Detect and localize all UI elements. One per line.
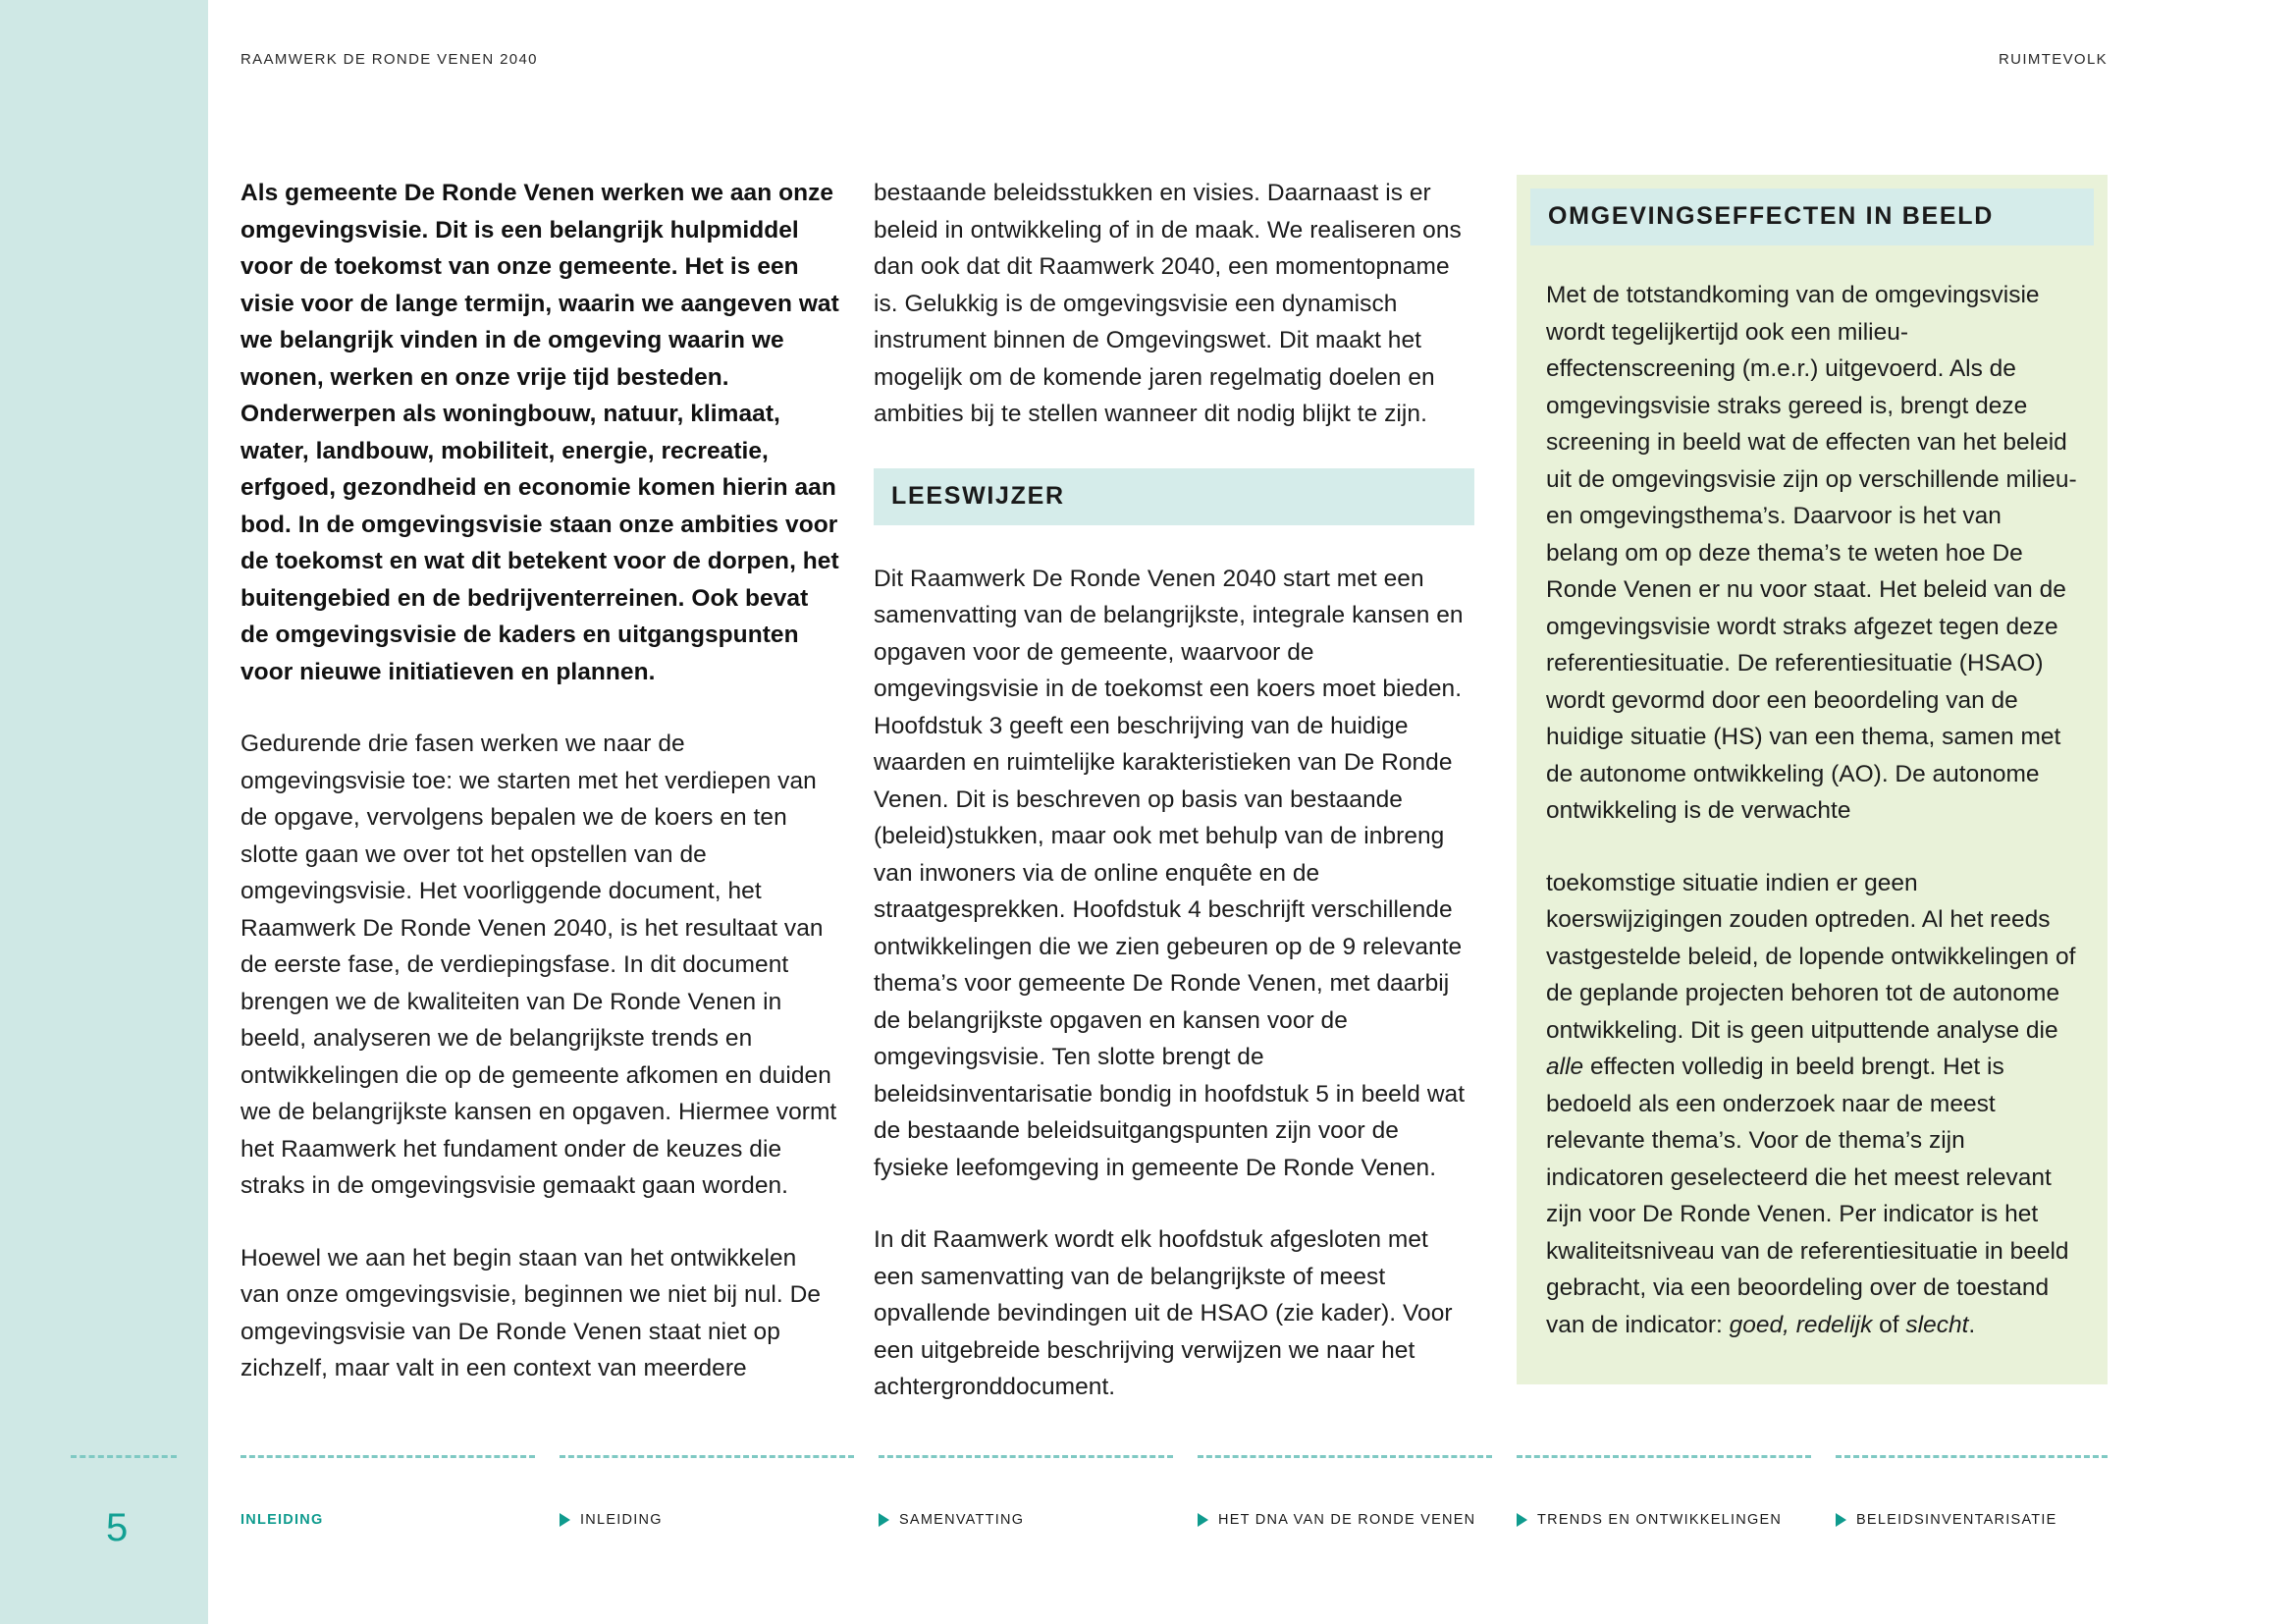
footer-nav-label: HET DNA VAN DE RONDE VENEN [1218, 1512, 1476, 1528]
callout-paragraph-two [1546, 865, 2078, 1344]
chevron-right-icon [1836, 1513, 1846, 1527]
header-publisher: RUIMTEVOLK [1998, 51, 2108, 68]
footer-nav-label: TRENDS EN ONTWIKKELINGEN [1537, 1512, 1783, 1528]
footer-nav-item-beleidsinventarisatie[interactable] [1836, 1512, 2057, 1528]
callout-p2-emphasis-slecht: slecht [1905, 1311, 1969, 1338]
footer-rule-segment [240, 1455, 535, 1458]
chevron-right-icon [1517, 1513, 1527, 1527]
footer-nav-item-trends-en-ontwikkelingen[interactable] [1517, 1512, 1782, 1528]
callout-p2-emphasis-alle: alle [1546, 1054, 1584, 1080]
footer-nav-label: BELEIDSINVENTARISATIE [1856, 1512, 2057, 1528]
chevron-right-icon [560, 1513, 570, 1527]
column-one [240, 175, 841, 1406]
page-header [240, 51, 2108, 68]
lead-paragraph: Als gemeente De Ronde Venen werken we aan onze omgevingsvisie. Dit is een belangrijk hulpmiddel voor de toekomst van onze gemeente. Het is een visie voor de lange termijn, waarin we aangeven wat we belangrijk vinden in de omgeving waarin we wonen, werken en onze vrije tijd besteden. Onderwerpen als woningbouw, natuur, klimaat, water, landbouw, mobiliteit, energie, recreatie, erfgoed, gezondheid en economie komen hierin aan bod. In de omgevingsvisie staan onze ambities voor de toekomst en wat dit betekent voor de dorpen, het buitengebied en de bedrijventerreinen. Ook bevat de omgevingsvisie de kaders en uitgangspunten voor nieuwe initiatieven en plannen. [240, 180, 839, 685]
callout-p2-emphasis-goed-redelijk: goed, redelijk [1729, 1311, 1873, 1338]
callout-p2-part-d: . [1968, 1311, 1976, 1338]
header-document-title: RAAMWERK DE RONDE VENEN 2040 [240, 51, 538, 68]
callout-body [1517, 245, 2108, 1343]
callout-p2-part-c: of [1872, 1311, 1906, 1338]
footer-nav-item-samenvatting[interactable] [879, 1512, 1024, 1528]
footer-rule-segment [1836, 1455, 2108, 1458]
callout-p2-part-a: toekomstige situatie indien er geen koerswijzigingen zouden optreden. Al het reeds vastgestelde beleid, de lopende ontwikkelingen of de geplande projecten behoren tot de autonome ontwikkeling. Dit is geen uitputtende analyse die [1546, 869, 2076, 1044]
callout-box-omgevingseffecten [1517, 175, 2108, 1384]
footer-nav-item-het-dna-van-de-ronde-venen[interactable] [1198, 1512, 1475, 1528]
page-number: 5 [106, 1506, 129, 1549]
footer-rule-segment [879, 1455, 1173, 1458]
column-two-paragraph-one: bestaande beleidsstukken en visies. Daarnaast is er beleid in ontwikkeling of in de maak. We realiseren ons dan ook dat dit Raamwerk 2040, een momentopname is. Gelukkig is de omgevingsvisie een dynamisch instrument binnen de Omgevingswet. Dit maakt het mogelijk om de komende jaren regelmatig doelen en ambities bij te stellen wanneer dit nodig blijkt te zijn. [874, 180, 1462, 427]
footer-rule-segment [1517, 1455, 1811, 1458]
callout-paragraph-one: Met de totstandkoming van de omgevingsvisie wordt tegelijkertijd ook een milieu-effectenscreening (m.e.r.) uitgevoerd. Als de omgevingsvisie straks gereed is, brengt deze screening in beeld wat de effecten van het beleid uit de omgevingsvisie zijn op verschillende milieu- en omgevingsthema’s. Daarvoor is het van belang om op deze thema’s te weten hoe De Ronde Venen er nu voor staat. Het beleid van de omgevingsvisie wordt straks afgezet tegen deze referentiesituatie. De referentiesituatie (HSAO) wordt gevormd door een beoordeling van de huidige situatie (HS) van een thema, samen met de autonome ontwikkeling (AO). De autonome ontwikkeling is de verwachte [1546, 282, 2077, 824]
section-heading-label: LEESWIJZER [891, 481, 1065, 510]
footer-nav-items [0, 1512, 2296, 1551]
chevron-right-icon [1198, 1513, 1208, 1527]
callout-heading-label: OMGEVINGSEFFECTEN IN BEELD [1548, 202, 1994, 230]
chevron-right-icon [879, 1513, 889, 1527]
column-two-paragraph-two: Dit Raamwerk De Ronde Venen 2040 start met een samenvatting van de belangrijkste, integrale kansen en opgaven voor de gemeente, waarvoor de omgevingsvisie in de toekomst een koers moet bieden. Hoofdstuk 3 geeft een beschrijving van de huidige waarden en ruimtelijke karakteristieken van De Ronde Venen. Dit is beschreven op basis van bestaande (beleid)stukken, maar ook met behulp van de inbreng van inwoners via de online enquête en de straatgesprekken. Hoofdstuk 4 beschrijft verschillende ontwikkelingen die we zien gebeuren op de 9 relevante thema’s voor gemeente De Ronde Venen, met daarbij de belangrijkste opgaven en kansen voor de omgevingsvisie. Ten slotte brengt de beleidsinventarisatie bondig in hoofdstuk 5 in beeld wat de bestaande beleidsuitgangspunten zijn voor de fysieke leefomgeving in gemeente De Ronde Venen. [874, 565, 1466, 1181]
footer-nav-label: INLEIDING [580, 1512, 663, 1528]
footer-rule-segment [560, 1455, 854, 1458]
column-two-paragraph-three: In dit Raamwerk wordt elk hoofdstuk afgesloten met een samenvatting van de belangrijkste of meest opvallende bevindingen uit de HSAO (zie kader). Voor een uitgebreide beschrijving verwijzen we naar het achtergronddocument. [874, 1226, 1453, 1400]
section-heading-leeswijzer [874, 468, 1474, 525]
column-two [874, 175, 1474, 1406]
callout-p2-part-b: effecten volledig in beeld brengt. Het is bedoeld als een onderzoek naar de meest relevante thema’s. Voor de thema’s zijn indicatoren geselecteerd die het meest relevant zijn voor De Ronde Venen. Per indicator is het kwaliteitsniveau van de referentiesituatie in beeld gebracht, via een beoordeling over de toestand van de indicator: [1546, 1054, 2069, 1338]
callout-heading-band [1530, 189, 2094, 245]
column-one-paragraph-two: Gedurende drie fasen werken we naar de omgevingsvisie toe: we starten met het verdiepen van de opgave, vervolgens bepalen we de koers en ten slotte gaan we over tot het opstellen van de omgevingsvisie. Het voorliggende document, het Raamwerk De Ronde Venen 2040, is het resultaat van de eerste fase, de verdiepingsfase. In dit document brengen we de kwaliteiten van De Ronde Venen in beeld, analyseren we de belangrijkste trends en ontwikkelingen die op de gemeente afkomen en duiden we de belangrijkste kansen en opgaven. Hiermee vormt het Raamwerk het fundament onder de keuzes die straks in de omgevingsvisie gemaakt gaan worden. [240, 731, 837, 1199]
footer-rule-segment [1198, 1455, 1492, 1458]
footer-nav-item-inleiding[interactable] [560, 1512, 663, 1528]
footer-rule-segment [71, 1455, 177, 1458]
footer-nav-label: SAMENVATTING [899, 1512, 1025, 1528]
footer-nav-label: INLEIDING [240, 1512, 324, 1528]
column-one-paragraph-three: Hoewel we aan het begin staan van het ontwikkelen van onze omgevingsvisie, beginnen we niet bij nul. De omgevingsvisie van De Ronde Venen staat niet op zichzelf, maar valt in een context van meerdere [240, 1244, 822, 1381]
footer-nav-item-inleiding-current[interactable] [240, 1512, 324, 1528]
left-decorative-band [0, 0, 208, 1624]
footer-navigation [0, 1455, 2296, 1573]
